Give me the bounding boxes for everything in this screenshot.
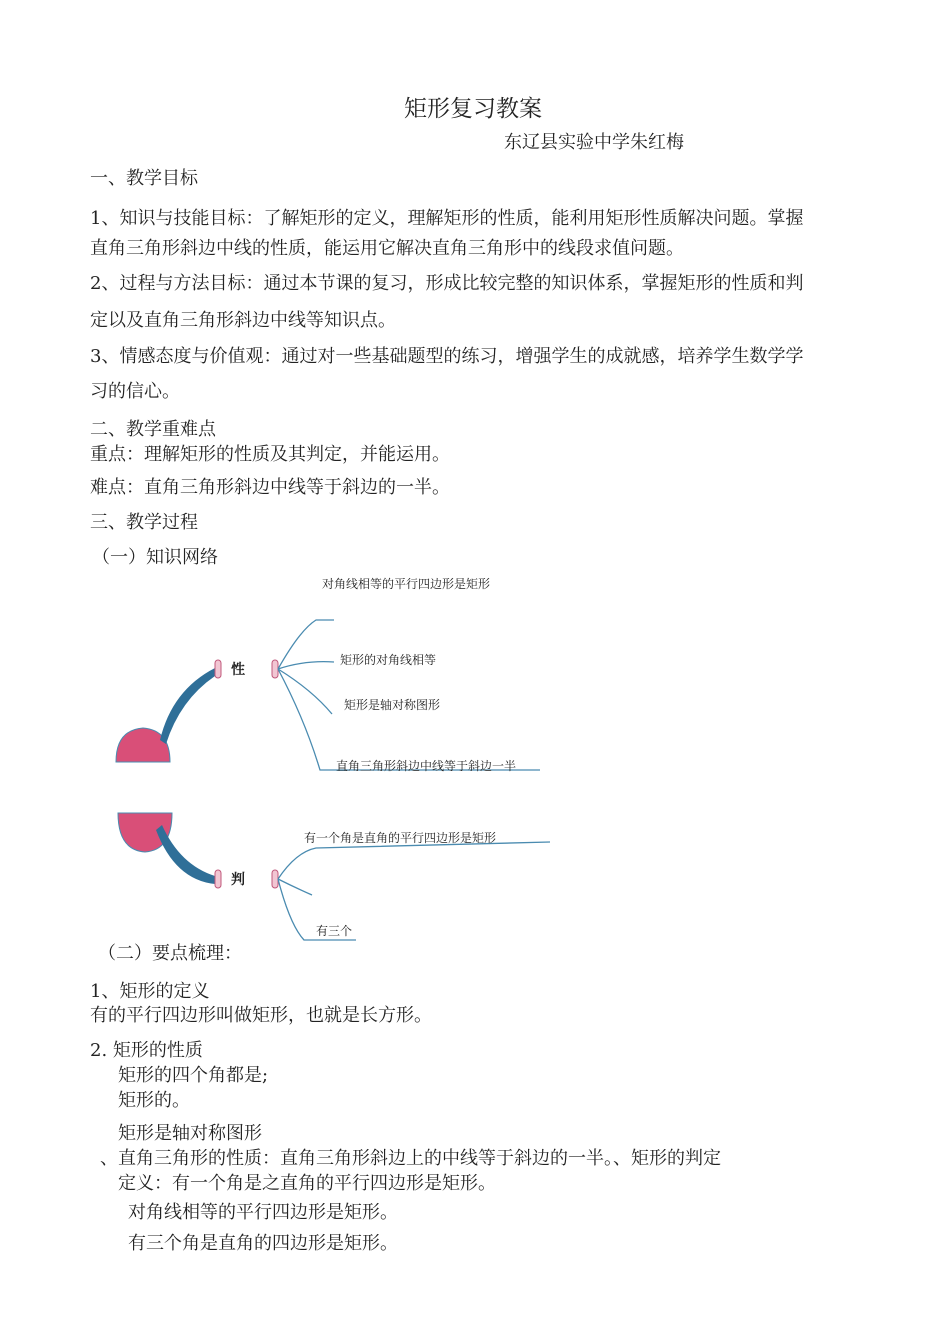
- judge-line-top: [278, 842, 550, 879]
- section-heading-goals: 一、教学目标: [90, 168, 198, 189]
- prop-line-right: [278, 669, 540, 773]
- branch-node-bottom-left: [215, 870, 221, 888]
- goal3-line1: 3、情感态度与价值观：通过对一些基础题型的练习，增强学生的成就感，培养学生数学学: [90, 346, 804, 367]
- goal1-line1: 1、知识与技能目标：了解矩形的定义，理解矩形的性质，能利用矩形性质解决问题。掌握: [90, 208, 804, 229]
- branch-node-bottom-right: [272, 870, 278, 888]
- key-point: 重点：理解矩形的性质及其判定，并能运用。: [90, 444, 450, 465]
- property-2: 矩形的。: [118, 1090, 190, 1111]
- section-heading-process: 三、教学过程: [90, 512, 198, 533]
- branch-label-properties: 性: [231, 662, 245, 678]
- prop-line-axis: [278, 669, 332, 714]
- connector-top: [160, 668, 215, 744]
- definition-text: 有的平行四边形叫做矩形，也就是长方形。: [90, 1005, 432, 1026]
- goal1-line2: 直角三角形斜边中线的性质，能运用它解决直角三角形中的线段求值问题。: [90, 238, 684, 259]
- mindmap-judge-three: 有三个: [316, 924, 353, 938]
- properties-heading: 2. 矩形的性质: [90, 1040, 203, 1061]
- judgement-definition: 定义：有一个角是之直角的平行四边形是矩形。: [118, 1173, 496, 1194]
- difficult-point: 难点：直角三角形斜边中线等于斜边的一半。: [90, 477, 450, 498]
- mindmap-prop-axis: 矩形是轴对称图形: [344, 698, 441, 712]
- judge-line-mid: [278, 879, 312, 895]
- branch-node-top-left: [215, 660, 221, 678]
- connector-bottom: [156, 825, 215, 884]
- branch-label-judgement: 判: [231, 872, 245, 888]
- definition-heading: 1、矩形的定义: [90, 981, 210, 1002]
- judgement-2: 对角线相等的平行四边形是矩形。: [128, 1202, 398, 1223]
- goal2-line2: 定以及直角三角形斜边中线等知识点。: [90, 310, 396, 331]
- goal2-line1: 2、过程与方法目标：通过本节课的复习，形成比较完整的知识体系，掌握矩形的性质和判: [90, 273, 804, 294]
- page-title: 矩形复习教案: [404, 96, 542, 122]
- mindmap-prop-right-triangle: 直角三角形斜边中线等于斜边一半: [336, 759, 517, 773]
- judgement-3: 有三个角是直角的四边形是矩形。: [128, 1233, 398, 1254]
- branch-node-top-right: [272, 660, 278, 678]
- property-3: 矩形是轴对称图形: [118, 1123, 262, 1144]
- goal3-line2: 习的信心。: [90, 381, 180, 402]
- subheading-knowledge-network: （一）知识网络: [92, 547, 218, 568]
- mindmap-top-overlap: 对角线相等的平行四边形是矩形: [322, 577, 491, 591]
- prop-line-diag: [278, 662, 334, 669]
- author: 东辽县实验中学朱红梅: [504, 132, 684, 153]
- section-heading-key-points: 二、教学重难点: [90, 419, 216, 440]
- mindmap-prop-diagonal: 矩形的对角线相等: [340, 653, 437, 667]
- right-triangle-and-judgement: 、直角三角形的性质：直角三角形斜边上的中线等于斜边的一半。、矩形的判定: [100, 1148, 721, 1169]
- property-1: 矩形的四个角都是;: [118, 1065, 269, 1086]
- mindmap-judge-one-right-angle: 有一个角是直角的平行四边形是矩形: [304, 831, 497, 845]
- subheading-key-points: （二）要点梳理：: [98, 943, 242, 964]
